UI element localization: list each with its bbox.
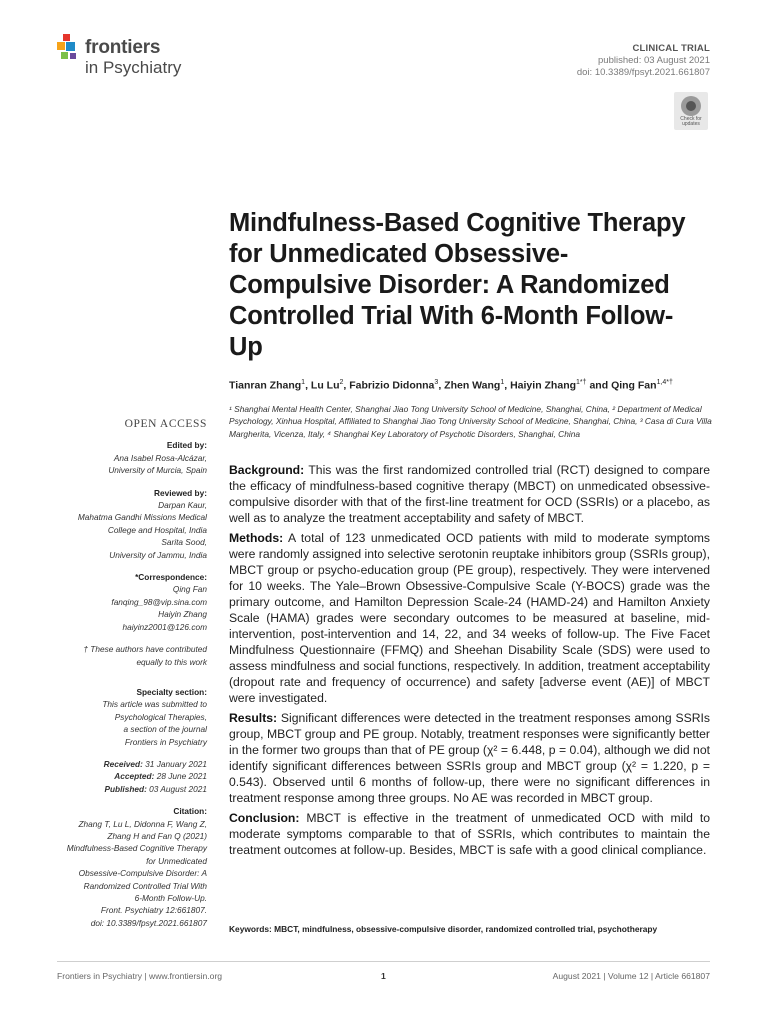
author-name[interactable]: Qing Fan <box>611 379 657 392</box>
equal-contribution-note <box>57 643 207 668</box>
text-line: Obsessive-Compulsive Disorder: A <box>78 868 207 879</box>
text-line: Mahatma Gandhi Missions Medical <box>77 512 207 523</box>
author-name[interactable]: Fabrizio Didonna <box>349 379 435 392</box>
author-affiliation-mark: 2 <box>339 379 344 386</box>
badge-line1: Check for <box>680 116 702 122</box>
accepted-date: Accepted: 28 June 2021 <box>114 771 207 782</box>
text-line: Psychological Therapies, <box>114 711 207 722</box>
text-line: 6-Month Follow-Up. <box>134 893 207 903</box>
check-updates-icon <box>681 96 701 116</box>
open-access-label: OPEN ACCESS <box>124 418 207 430</box>
text-line: College and Hospital, India <box>107 524 207 535</box>
footer-journal[interactable]: Frontiers in Psychiatry | www.frontiersin.org <box>57 971 223 981</box>
text-line: This article was submitted to <box>102 699 207 710</box>
abstract-conclusion: Conclusion: MBCT is effective in the treatment of unmedicated OCD with mild to moderate symptoms comparable to that of SSRIs, which contributes to maintain the treatment outcomes at follow-up. Besides, MBCT is safe with a good clinical compliance. <box>229 811 710 857</box>
text-line: University of Murcia, Spain <box>108 465 207 476</box>
sidebar-published-date: Published: 03 August 2021 <box>104 783 207 794</box>
author-name[interactable]: Haiyin Zhang <box>510 379 577 392</box>
article-type: CLINICAL TRIAL <box>632 43 710 54</box>
doi[interactable]: doi: 10.3389/fpsyt.2021.661807 <box>576 67 710 78</box>
text-line: † These authors have contributed <box>83 644 207 655</box>
text-line: a section of the journal <box>123 724 207 735</box>
reviewer-list <box>57 499 207 561</box>
abstract-background: Background: This was the first randomized controlled trial (RCT) designed to compare the efficacy of mindfulness-based cognitive therapy (MBCT) on unmedicated obsessive-compulsive disorder with that of the first-line treatment for OCD (SSRIs) or a placebo, as well as to analyze the treatment acceptability and safety of MBCT. <box>229 463 710 525</box>
text-line: for Unmedicated <box>146 855 207 866</box>
article-title: Mindfulness-Based Cognitive Therapy for Unmedicated Obsessive-Compulsive Disorder: A Randomized Controlled Trial With 6-Month Follow-Up <box>229 209 686 361</box>
text-line: haiyinz2001@126.com <box>122 621 207 632</box>
received-date: Received: 31 January 2021 <box>103 758 207 769</box>
author-name[interactable]: Lu Lu <box>310 379 340 392</box>
keywords: Keywords: MBCT, mindfulness, obsessive-compulsive disorder, randomized controlled trial, psychotherapy <box>229 924 658 934</box>
published-date: published: 03 August 2021 <box>598 55 710 66</box>
abstract-methods: Methods: A total of 123 unmedicated OCD patients with mild to moderate symptoms were randomly assigned into selective serotonin reuptake inhibitors group (SSRIs group), MBCT group or psycho-education group (PE group), respectively. They were intervened for 10 weeks. The Yale–Brown Obsessive-Compulsive Scale (Y-BOCS) grade was the primary outcome, and Hamilton Depression Scale-24 (HAMD-24) and Hamilton Anxiety Scale (HAMA) grades were secondary outcomes to be measured at baseline, mid-intervention, post-intervention and 14, 22, and 34 weeks of follow-up. The Five Facet Mindfulness Questionnaire (FFMQ) and Sheehan Disability Scale (SDS) were used to assess mindfulness and social functions, respectively. In addition, treatment acceptability (dropout rate and frequency of occurrence) and safety [adverse event (AE)] of MBCT were investigated. <box>229 531 710 705</box>
text-line: Front. Psychiatry 12:661807. <box>100 905 207 916</box>
badge-line2: updates <box>682 121 700 127</box>
text-line: Qing Fan <box>172 584 207 595</box>
author-name[interactable]: Zhen Wang <box>444 379 501 392</box>
text-line: Sarita Sood, <box>161 537 207 548</box>
text-line: Ana Isabel Rosa-Alcázar, <box>113 452 207 463</box>
text-line: Zhang T, Lu L, Didonna F, Wang Z, <box>78 818 207 829</box>
text-line: Haiyin Zhang <box>158 609 207 620</box>
text-line: doi: 10.3389/fpsyt.2021.661807 <box>90 917 207 928</box>
citation-label: Citation: <box>173 806 207 817</box>
text-line: Darpan Kaur, <box>158 500 207 511</box>
correspondence-list[interactable] <box>57 583 207 633</box>
editor-list <box>57 452 207 477</box>
page-number: 1 <box>381 971 386 981</box>
author-affiliation-mark: 1 <box>301 379 306 386</box>
journal-brand-name: frontiers <box>85 37 161 58</box>
text-line: University of Jammu, India <box>109 549 207 560</box>
abstract <box>229 462 710 862</box>
correspondence-label: *Correspondence: <box>135 572 207 583</box>
sidebar <box>57 418 207 929</box>
check-for-updates-badge[interactable] <box>674 92 708 130</box>
abstract-results: Results: Significant differences were detected in the treatment responses among SSRIs group, MBCT group and PE group. Notably, treatment responses were significantly better in the former two groups than that of PE group (χ² = 6.448, p = 0.04), although we did not identify significant differences between SSRIs group and MBCT group (χ² = 1.220, p = 0.543). Observed until 6 months of follow-up, there were no significant differences in treatment response among three groups. No AE was recorded in MBCT group. <box>229 711 711 805</box>
footer-divider <box>57 961 710 962</box>
text-line: Mindfulness-Based Cognitive Therapy <box>66 843 207 854</box>
text-line: fanqing_98@vip.sina.com <box>111 596 207 607</box>
author-list: Tianran Zhang$^1$, Lu Lu$^2$, Fabrizio Didonna$^3$, Zhen Wang$^1$, Haiyin Zhang$^{1*\dagger}$ and Qing Fan$^{1,4*\dagger}$ <box>229 379 673 392</box>
author-affiliation-mark: 1*† <box>576 379 587 386</box>
author-name[interactable]: Tianran Zhang <box>229 379 302 392</box>
edited-by-label: Edited by: <box>166 440 207 451</box>
frontiers-logo-icon <box>57 34 81 64</box>
citation-text <box>57 818 207 930</box>
text-line: Zhang H and Fan Q (2021) <box>107 830 207 841</box>
journal-logo[interactable] <box>57 34 197 80</box>
text-line: equally to this work <box>136 656 207 667</box>
text-line: Randomized Controlled Trial With <box>83 880 207 891</box>
specialty-section-label: Specialty section: <box>136 686 207 697</box>
author-affiliation-mark: 3 <box>434 379 439 386</box>
footer-issue-info: August 2021 | Volume 12 | Article 661807 <box>552 971 710 981</box>
reviewed-by-label: Reviewed by: <box>153 487 207 498</box>
text-line: Frontiers in Psychiatry <box>124 736 207 747</box>
author-affiliation-mark: 1 <box>500 379 505 386</box>
specialty-section <box>57 698 207 748</box>
article-meta <box>577 43 710 79</box>
affiliations: ¹ Shanghai Mental Health Center, Shanghai Jiao Tong University School of Medicine, Shanghai, China, ² Department of Medical Psychology, Xinhua Hospital, Affiliated to Shanghai Jiao Tong University School of Medicine, Shanghai, China, ³ Casa di Cura Villa Margherita, Vicenza, Italy, ⁴ Shanghai Key Laboratory of Psychotic Disorders, Shanghai, China <box>229 404 712 439</box>
author-affiliation-mark: 1,4*† <box>656 379 673 386</box>
journal-name: in Psychiatry <box>85 58 182 77</box>
